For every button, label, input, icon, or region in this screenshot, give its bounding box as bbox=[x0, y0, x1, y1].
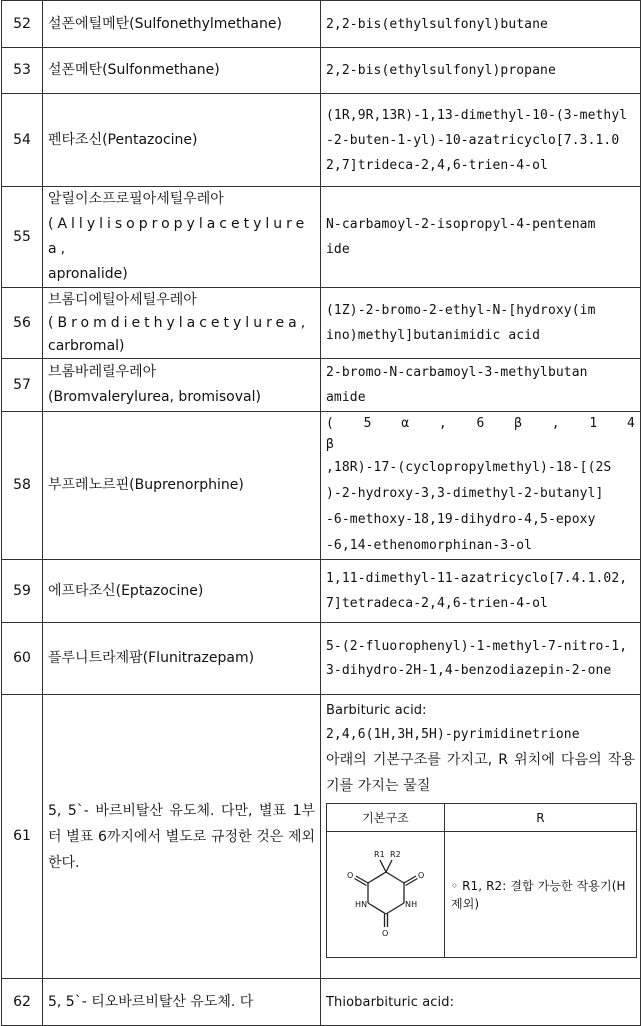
table-row bbox=[2, 412, 641, 560]
chemical-name bbox=[321, 412, 641, 560]
r-description: ◦ R1, R2: 결합 가능한 작용기(H 제외) bbox=[445, 832, 637, 958]
chem-description: 아래의 기본구조를 가지고, R 위치에 다음의 작용기를 가지는 물질 bbox=[326, 752, 635, 794]
oxygen-label: O bbox=[346, 870, 353, 880]
chemical-name: Thiobarbituric acid: bbox=[321, 979, 641, 1026]
substance-name: 에프타조신(Eptazocine) bbox=[43, 560, 321, 623]
chemical-name: 2,2-bis(ethylsulfonyl)butane bbox=[321, 1, 641, 48]
table-row bbox=[2, 187, 641, 288]
row-number: 52 bbox=[2, 1, 43, 48]
row-number: 57 bbox=[2, 359, 43, 412]
name-korean: 브롬바레릴우레아 bbox=[48, 364, 157, 380]
chem-line: ide bbox=[326, 242, 350, 257]
chem-line: ,18R)-17-(cyclopropylmethyl)-18-[(2S bbox=[326, 459, 612, 475]
table-row bbox=[2, 94, 641, 187]
chemical-name bbox=[321, 695, 641, 979]
table-row bbox=[2, 288, 641, 359]
chemical-name: 1,11-dimethyl-11-azatricyclo[7.4.1.02,7]tetradeca-2,4,6-trien-4-ol bbox=[321, 560, 641, 623]
row-number: 60 bbox=[2, 623, 43, 695]
chemical-name: 2,2-bis(ethylsulfonyl)propane bbox=[321, 48, 641, 94]
name-english: (Bromvalerylurea, bromisoval) bbox=[48, 389, 261, 405]
chemical-name bbox=[321, 359, 641, 412]
substance-name bbox=[43, 288, 321, 359]
r2-label: R2 bbox=[389, 849, 401, 859]
chemical-name: 5-(2-fluorophenyl)-1-methyl-7-nitro-1,3-dihydro-2H-1,4-benzodiazepin-2-one bbox=[321, 623, 641, 695]
structure-table bbox=[326, 803, 637, 958]
table-row bbox=[2, 1, 641, 48]
table-row bbox=[2, 48, 641, 94]
row-number: 59 bbox=[2, 560, 43, 623]
chem-line: -6-methoxy-18,19-dihydro-4,5-epoxy bbox=[326, 511, 596, 527]
row-number: 62 bbox=[2, 979, 43, 1026]
chem-line: -6,14-ethenomorphinan-3-ol bbox=[326, 537, 533, 553]
chem-iupac: 2,4,6(1H,3H,5H)-pyrimidinetrione bbox=[326, 727, 580, 742]
structure-cell bbox=[327, 832, 445, 958]
row-number: 55 bbox=[2, 187, 43, 288]
substance-name bbox=[43, 359, 321, 412]
hn-label: HN bbox=[354, 899, 367, 909]
name-english: (Bromdiethylacetylurea, bbox=[48, 315, 310, 331]
table-row bbox=[2, 560, 641, 623]
barbituric-structure-icon bbox=[336, 845, 436, 945]
chem-line: β bbox=[326, 436, 334, 452]
chemical-name bbox=[321, 288, 641, 359]
oxygen-label: O bbox=[381, 928, 388, 938]
chem-title: Barbituric acid: bbox=[326, 703, 427, 718]
chem-line: (1Z)-2-bromo-2-ethyl-N-[hydroxy(im bbox=[326, 303, 596, 318]
table-row bbox=[2, 979, 641, 1026]
table-row bbox=[2, 623, 641, 695]
r-header: R bbox=[445, 804, 637, 832]
oxygen-label: O bbox=[417, 870, 424, 880]
chemical-name bbox=[321, 187, 641, 288]
row-number: 58 bbox=[2, 412, 43, 560]
row-number: 54 bbox=[2, 94, 43, 187]
substance-name: 부프레노르핀(Buprenorphine) bbox=[43, 412, 321, 560]
structure-header: 기본구조 bbox=[327, 804, 445, 832]
chem-line: ino)methyl]butanimidic acid bbox=[326, 328, 541, 343]
name-korean: 브롬디에틸아세틸우레아 bbox=[48, 292, 197, 308]
substance-name: 5, 5`- 바르비탈산 유도체. 다만, 별표 1부터 별표 6까지에서 별도로 규정한 것은 제외한다. bbox=[43, 695, 321, 979]
substance-name: 설폰메탄(Sulfonmethane) bbox=[43, 48, 321, 94]
r1-label: R1 bbox=[373, 849, 385, 859]
table-row bbox=[2, 359, 641, 412]
chem-line: ( 5 α , 6 β , 1 4 bbox=[326, 415, 635, 431]
chem-line: amide bbox=[326, 390, 366, 405]
name-korean: 알릴이소프로필아세틸우레아 bbox=[48, 191, 224, 207]
substance-name: 설폰에틸메탄(Sulfonethylmethane) bbox=[43, 1, 321, 48]
substance-name: 펜타조신(Pentazocine) bbox=[43, 94, 321, 187]
table-row bbox=[2, 695, 641, 979]
name-alias: carbromal) bbox=[48, 338, 125, 354]
name-english: (Allylisopropylacetylurea, bbox=[48, 216, 309, 257]
nh-label: NH bbox=[404, 899, 417, 909]
substance-name: 플루니트라제팜(Flunitrazepam) bbox=[43, 623, 321, 695]
row-number: 53 bbox=[2, 48, 43, 94]
row-number: 61 bbox=[2, 695, 43, 979]
chem-line: 2-bromo-N-carbamoyl-3-methylbutan bbox=[326, 365, 588, 380]
chem-line: N-carbamoyl-2-isopropyl-4-pentenam bbox=[326, 217, 596, 232]
chem-line: )-2-hydroxy-3,3-dimethyl-2-butanyl] bbox=[326, 485, 604, 501]
substance-name: 5, 5`- 티오바르비탈산 유도체. 다 bbox=[43, 979, 321, 1026]
chemical-name: (1R,9R,13R)-1,13-dimethyl-10-(3-methyl-2-buten-1-yl)-10-azatricyclo[7.3.1.02,7]trideca-2,4,6-trien-4-ol bbox=[321, 94, 641, 187]
row-number: 56 bbox=[2, 288, 43, 359]
name-alias: apronalide) bbox=[48, 266, 128, 282]
substance-name bbox=[43, 187, 321, 288]
substance-table bbox=[1, 0, 641, 1026]
